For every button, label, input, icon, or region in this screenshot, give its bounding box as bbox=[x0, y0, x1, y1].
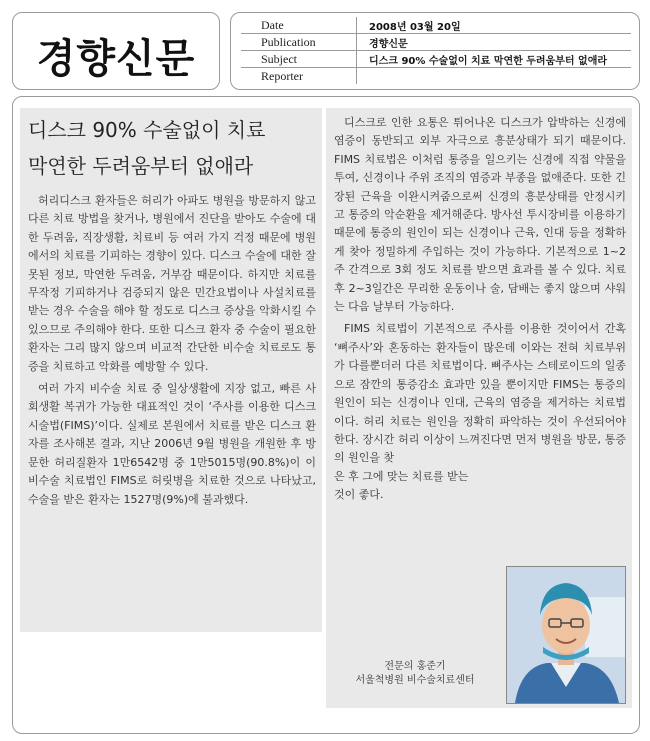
meta-row-date bbox=[241, 17, 631, 34]
article-paragraph: 디스크로 인한 요통은 튀어나온 디스크가 압박하는 신경에 염증이 동반되고 외부 자극으로 흥분상태가 되기 때문이다. FIMS 치료법은 이처럼 통증을 일으키는 신경에 직접 약물을 투여, 신경이나 주위 조직의 염증과 부종을 없애준다. 또한 긴장된 근육을 이완시켜줌으로써 신경의 흥분상태를 안정시키고 통증의 악순환을 제거해준다. 방사선 투시장비를 이용하기 때문에 통증의 원인이 되는 신경이나 근육, 인대 등을 정확하게 찾아 정밀하게 주입하는 것이 가능하다. 기본적으로 1~2주 간격으로 3회 정도 치료를 받으면 효과를 볼 수 있다. 치료 후 2~3일간은 무리한 운동이나 술, 담배는 좋지 않으며 샤워는 다음 날부터 가능하다. bbox=[334, 116, 626, 314]
doctor-portrait-image bbox=[507, 567, 625, 703]
article-headline bbox=[20, 108, 322, 184]
newspaper-logo: 경향신문 bbox=[36, 35, 196, 82]
metadata-table bbox=[230, 12, 640, 90]
article-paragraph: 것이 좋다. bbox=[334, 488, 384, 502]
meta-label: Date bbox=[261, 18, 284, 32]
article-paragraph: 허리디스크 환자들은 허리가 아파도 병원을 방문하지 않고 다른 치료 방법을 찾거나, 병원에서 진단을 받아도 수술에 대한 두려움, 직장생활, 치료비 등 여러 가지 걱정 때문에 병원에서의 치료를 기피하는 경향이 있다. 디스크 수술에 대한 잘못된 정보, 막연한 두려움, 거부감 때문이다. 하지만 치료를 무작정 기피하거나 검증되지 않은 민간요법이나 사설치료를 받는 경우 수술을 해야 할 정도로 디스크 증상을 악화시킬 수 있으므로 주의해야 한다. 또한 디스크 환자 중 수술이 필요한 환자는 그리 많지 않으며 비교적 간단한 비수술 치료로도 통증을 치료하고 악화를 예방할 수 있다. bbox=[28, 194, 316, 373]
meta-row-publication bbox=[241, 34, 631, 51]
meta-label: Publication bbox=[261, 35, 316, 49]
meta-row-reporter bbox=[241, 68, 631, 84]
meta-value: 2008년 03월 20일 bbox=[369, 22, 461, 33]
meta-row-subject bbox=[241, 51, 631, 68]
meta-value: 경향신문 bbox=[369, 39, 408, 50]
caption-affiliation: 서울척병원 비수술치료센터 bbox=[355, 675, 475, 686]
doctor-photo bbox=[506, 566, 626, 704]
masthead-box bbox=[12, 12, 220, 90]
meta-label: Reporter bbox=[261, 69, 303, 83]
headline-line-2: 막연한 두려움부터 없애라 bbox=[28, 154, 254, 178]
article-paragraph: 은 후 그에 맞는 치료를 받는 bbox=[334, 469, 469, 483]
meta-label: Subject bbox=[261, 52, 297, 66]
article-paragraph: FIMS 치료법이 기본적으로 주사를 이용한 것이어서 간혹 ‘뼈주사’와 혼동하는 환자들이 많은데 이와는 전혀 치료부위가 다를뿐더러 다른 치료법이다. 뼈주사는 스테로이드의 일종으로 잠깐의 통증감소 효과만 있을 뿐이지만 FIMS는 통증의 원인이 되는 신경이나 인대, 근육의 염증을 제거하는 치료법이다. 허리 치료는 원인을 정확히 파악하는 것이 우선되어야 한다. 장시간 허리 이상이 느껴진다면 먼저 병원을 방문, 통증의 원인을 찾 bbox=[334, 322, 626, 465]
headline-line-1: 디스크 90% 수술없이 치료 bbox=[28, 118, 266, 142]
meta-value: 디스크 90% 수술없이 치료 막연한 두려움부터 없애라 bbox=[369, 56, 608, 67]
article-left-column bbox=[20, 108, 322, 632]
article-paragraph: 여러 가지 비수술 치료 중 일상생활에 지장 없고, 빠른 사회생활 복귀가 가능한 대표적인 것이 ‘주사를 이용한 디스크 시술법(FIMS)’이다. 실제로 본원에서 치료를 받은 디스크 환자를 조사해본 결과, 지난 2006년 9월 병원을 개원한 후 방문한 허리질환자 1만6542명 중 1만5015명(90.8%)이 이 비수술 치료법인 FIMS로 허릿병을 치료한 것으로 나타났고, 수술을 받은 환자는 1527명(9%)에 불과했다. bbox=[28, 382, 316, 506]
caption-name: 전문의 홍준기 bbox=[384, 661, 446, 672]
photo-caption bbox=[330, 660, 500, 688]
